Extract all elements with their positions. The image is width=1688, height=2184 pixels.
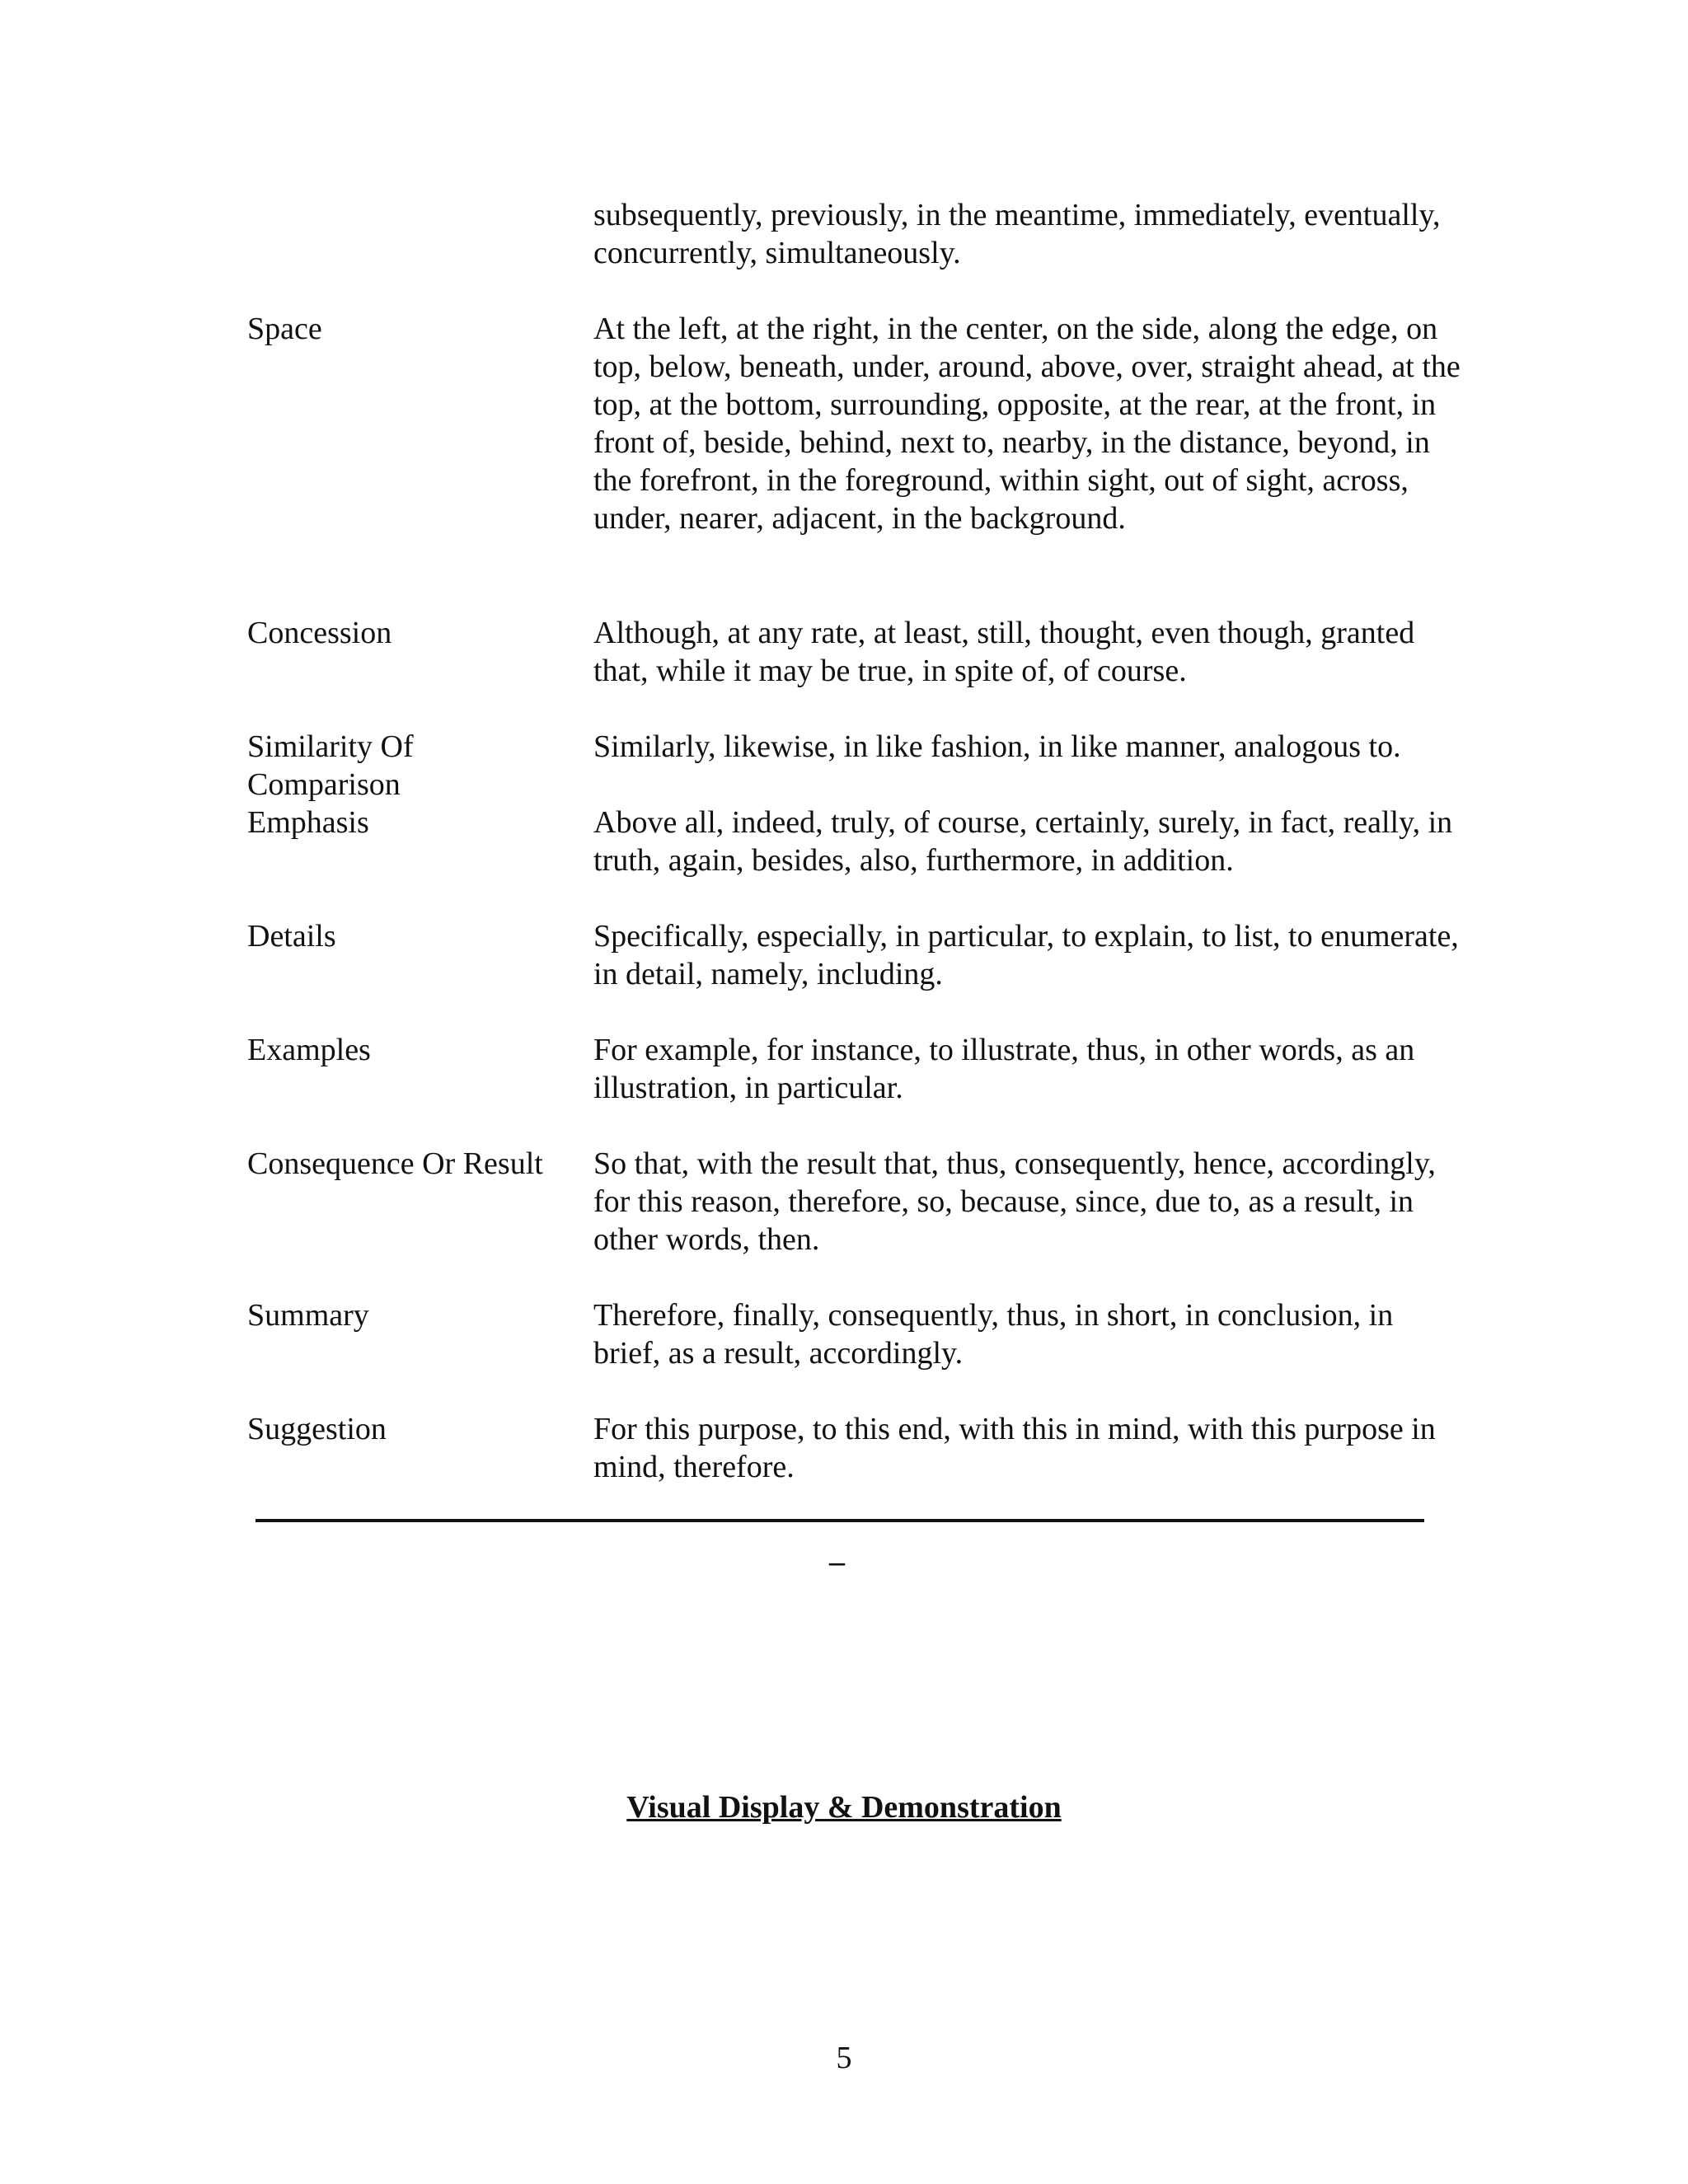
entry-term: Details: [247, 919, 336, 954]
entry-term-line: Comparison: [247, 767, 401, 802]
entry-text: Specifically, especially, in particular, to explain, to list, to enumerate, in detail, namely, including.: [593, 919, 1459, 991]
entry-text: For this purpose, to this end, with this in mind, with this purpose in mind, therefore.: [593, 1412, 1436, 1484]
entry-text: At the left, at the right, in the center, on the side, along the edge, on top, below, beneath, under, around, above, over, straight ahead, at the top, at the bottom, surrounding, opposite, at the rear, at the front, in front of, beside, behind, next to, nearby, in the distance, beyond, in the forefront, in the foreground, within sight, out of sight, across, under, nearer, adjacent, in the background.: [593, 312, 1461, 536]
entry-text: Similarly, likewise, in like fashion, in like manner, analogous to.: [593, 729, 1401, 764]
page-number: 5: [836, 2041, 852, 2075]
entry-text: Therefore, finally, consequently, thus, in short, in conclusion, in brief, as a result, accordingly.: [593, 1298, 1394, 1371]
entry-term: Space: [247, 312, 322, 346]
entry-term: Examples: [247, 1033, 371, 1067]
section-heading: Visual Display & Demonstration: [626, 1790, 1062, 1825]
entry-term: Emphasis: [247, 805, 369, 840]
horizontal-rule: [256, 1519, 1424, 1522]
entry-term: [247, 728, 577, 804]
entry-term-line: Similarity Of: [247, 729, 414, 764]
entry-text: For example, for instance, to illustrate, thus, in other words, as an illustration, in particular.: [593, 1033, 1415, 1105]
entry-term: Suggestion: [247, 1412, 387, 1446]
entry-term: Consequence Or Result: [247, 1146, 543, 1181]
dash-mark: –: [829, 1544, 845, 1579]
entry-text: So that, with the result that, thus, consequently, hence, accordingly, for this reason, therefore, so, because, since, due to, as a result, in other words, then.: [593, 1146, 1436, 1257]
entry-term: Summary: [247, 1298, 369, 1333]
entry-text: Above all, indeed, truly, of course, certainly, surely, in fact, really, in truth, again, besides, also, furthermore, in addition.: [593, 805, 1453, 878]
entry-term: Concession: [247, 616, 392, 650]
continued-entry-text: subsequently, previously, in the meantime, immediately, eventually, concurrently, simultaneously.: [593, 198, 1441, 270]
entry-text: Although, at any rate, at least, still, thought, even though, granted that, while it may be true, in spite of, of course.: [593, 616, 1415, 688]
